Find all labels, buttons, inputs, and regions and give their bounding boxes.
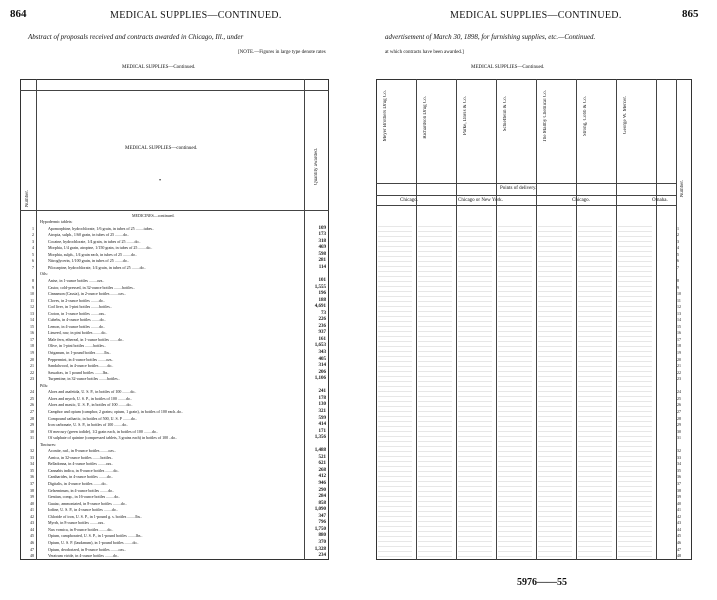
- row-item: Cod liver, in 1-pint bottles ........bottles..: [48, 304, 112, 310]
- row-qty: 347: [318, 513, 326, 519]
- row-number: 30: [30, 428, 34, 434]
- row-number: 36: [30, 474, 34, 480]
- right-row-number: 2: [677, 232, 679, 238]
- column-leaders: [458, 222, 492, 557]
- row-item: Hypodermic tablets:: [40, 219, 73, 224]
- right-table-caption: MEDICAL SUPPLIES—Continued.: [471, 65, 545, 70]
- row-number: 41: [30, 507, 34, 513]
- row-number: 44: [30, 526, 34, 532]
- left-note: [NOTE.—Figures in large type denote rates: [238, 50, 326, 55]
- row-number: 7: [32, 264, 34, 270]
- left-section-head: MEDICINES—continued.: [132, 213, 175, 218]
- right-row-number: 19: [677, 350, 681, 355]
- right-row-number: 25: [677, 395, 681, 401]
- row-number: 21: [30, 363, 34, 369]
- row-item: Anise, in 1-ounce bottles ........ozs..: [48, 277, 105, 283]
- right-col-number: Number.: [680, 180, 685, 198]
- bidder-maltby: The Maltby Chemical Co.: [543, 90, 548, 143]
- row-number: 20: [30, 356, 34, 362]
- row-qty: 412: [318, 474, 326, 480]
- row-item: Peppermint, in 4-ounce bottles ........ozs..: [48, 356, 114, 362]
- row-item: Aloes and mastic, U. S. P., in bottles of 100 ........do..: [48, 402, 133, 408]
- row-qty: 880: [318, 533, 326, 539]
- row-item: Apomorphine, hydrochlorate, 1/6 grain, in tubes of 25 ........tubes..: [48, 225, 155, 231]
- right-row-number: 3: [677, 238, 679, 244]
- row-item: Lemon, in 4-ounce bottles ........do..: [48, 323, 105, 329]
- row-number: 45: [30, 533, 34, 539]
- right-row-number: 35: [677, 467, 681, 473]
- row-item: Iodine, U. S. P., in 4-ounce bottles ........do..: [48, 507, 118, 513]
- row-number: 5: [32, 251, 34, 257]
- bidder-schieffelin: Schieffelin & Co.: [503, 96, 508, 132]
- left-abstract-line: Abstract of proposals received and contracts awarded in Chicago, Ill., under: [28, 33, 244, 41]
- row-qty: 414: [318, 422, 326, 428]
- row-item: Digitalis, in 4-ounce bottles ........do..: [48, 481, 108, 486]
- right-row-number: 15: [677, 323, 681, 329]
- row-number: 9: [32, 284, 34, 290]
- row-qty: 321: [318, 408, 326, 414]
- row-number: 27: [30, 408, 34, 414]
- row-item: Cantharides, in 4-ounce bottles ........do..: [48, 474, 113, 480]
- row-number: 31: [30, 435, 34, 441]
- row-qty: 1,090: [314, 507, 326, 513]
- right-row-number: 41: [677, 507, 681, 513]
- row-qty: 598: [318, 251, 326, 257]
- row-qty: 284: [318, 494, 326, 500]
- column-leaders: [378, 222, 412, 557]
- row-number: 24: [30, 389, 34, 395]
- row-qty: 1,488: [314, 448, 326, 454]
- column-leaders: [618, 222, 652, 557]
- row-qty: 173: [318, 232, 326, 238]
- row-number: 3: [32, 238, 34, 244]
- right-page-number: 865: [682, 8, 699, 20]
- row-qty: 241: [318, 389, 326, 395]
- row-qty: 343: [318, 350, 326, 355]
- points-of-delivery: Points of delivery.: [500, 186, 537, 191]
- right-row-number: 44: [677, 526, 681, 532]
- row-qty: 858: [318, 500, 326, 506]
- row-number: 14: [30, 317, 34, 323]
- row-item: Of mercury (green iodide), 1/2 grain each, in bottles of 100 ........do..: [48, 428, 158, 434]
- right-row-number: 23: [677, 376, 681, 382]
- right-row-number: 1: [677, 225, 679, 231]
- bidder-strong: Strong, Cobb & Co.: [583, 96, 588, 137]
- right-row-number: 29: [677, 422, 681, 428]
- right-row-number: 22: [677, 369, 681, 375]
- right-row-number: 11: [677, 297, 681, 303]
- footer-signature: 5976——55: [517, 577, 567, 588]
- row-item: Opium, deodorized, in 8-ounce bottles ........ozs..: [48, 546, 126, 552]
- row-qty: 109: [318, 225, 326, 231]
- row-item: Atropia, sulph., 1/60 grain, in tubes of 25 ........do..: [48, 232, 130, 238]
- row-qty: 1,750: [314, 526, 326, 532]
- delivery-chicago-2: Chicago.: [572, 198, 590, 203]
- right-row-number: 12: [677, 304, 681, 310]
- row-item: Aloes and asafetida, U. S. P., in bottles of 100 ........do..: [48, 389, 137, 395]
- row-item: Belladonna, in 4-ounce bottles ........ozs..: [48, 461, 114, 467]
- right-row-number: 16: [677, 330, 681, 336]
- row-qty: 4,691: [314, 304, 326, 310]
- row-item: Opium, camphorated, U. S. P., in 1-pound bottles ........lbs..: [48, 533, 143, 539]
- row-number: 16: [30, 330, 34, 336]
- row-item: Male fern, ethereal, in 1-ounce bottles ........do..: [48, 336, 124, 342]
- row-qty: 937: [318, 330, 326, 336]
- right-row-number: 45: [677, 533, 681, 539]
- row-item: Sandalwood, in 4-ounce bottles ........do..: [48, 363, 114, 369]
- row-item: Cinnamon (Cassia), in 2-ounce bottles ........ozs..: [48, 291, 126, 297]
- row-qty: 101: [318, 277, 326, 283]
- row-number: 42: [30, 513, 34, 519]
- right-row-number: 10: [677, 291, 681, 297]
- right-row-number: 21: [677, 363, 681, 369]
- right-row-number: 33: [677, 454, 681, 460]
- row-qty: 171: [318, 428, 326, 434]
- row-item: Of sulphate of quinine (compressed tablets, 3 grains each) in bottles of 100 ..do..: [48, 435, 178, 441]
- column-leaders: [418, 222, 452, 557]
- column-leaders: [578, 222, 612, 557]
- row-number: 29: [30, 422, 34, 428]
- row-item: Aloes and myrrh, U. S. P., in bottles of 100 ........do..: [48, 395, 132, 401]
- row-item: Aconite, rad., in 8-ounce bottles ........ozs..: [48, 448, 116, 454]
- delivery-chicago-1: Chicago.: [400, 198, 418, 203]
- row-qty: 1,555: [314, 284, 326, 290]
- right-row-number: 47: [677, 546, 681, 552]
- row-number: 18: [30, 343, 34, 349]
- row-number: 40: [30, 500, 34, 506]
- row-item: Castor, cold-pressed, in 32-ounce bottles ........bottles..: [48, 284, 135, 290]
- right-row-number: 9: [677, 284, 679, 290]
- row-number: 37: [30, 481, 34, 486]
- row-number: 28: [30, 415, 34, 421]
- right-row-number: 26: [677, 402, 681, 408]
- row-item: Myrrh, in 8-ounce bottles ........ozs..: [48, 520, 106, 526]
- column-leaders: [498, 222, 532, 557]
- row-qty: 1,106: [314, 376, 326, 382]
- column-leaders: [538, 222, 572, 557]
- row-qty: 318: [318, 238, 326, 244]
- left-page-number: 864: [10, 8, 27, 20]
- row-number: 32: [30, 448, 34, 454]
- row-qty: 521: [318, 454, 326, 460]
- row-item: Gentian, comp., in 16-ounce bottles ........do..: [48, 494, 121, 500]
- row-number: 11: [30, 297, 34, 303]
- row-qty: 196: [318, 291, 326, 297]
- left-running-head: MEDICAL SUPPLIES—CONTINUED.: [110, 10, 282, 21]
- row-number: 34: [30, 461, 34, 467]
- row-number: 33: [30, 454, 34, 460]
- row-number: 25: [30, 395, 34, 401]
- dot-mark: •: [159, 178, 162, 184]
- row-qty: 206: [318, 369, 326, 375]
- row-item: Cannabis indica, in 8-ounce bottles ........do..: [48, 467, 120, 473]
- right-row-number: 13: [677, 310, 681, 316]
- row-item: Nitroglycerin, 1/100 grain, in tubes of 25 ........do..: [48, 258, 129, 264]
- row-qty: 188: [318, 297, 326, 303]
- row-item: Gelseminum, in 4-ounce bottles ........do..: [48, 487, 115, 493]
- row-qty: 234: [318, 553, 326, 559]
- right-row-number: 8: [677, 277, 679, 283]
- row-item: Arnica, in 32-ounce bottles ........bottles..: [48, 454, 114, 460]
- right-row-number: 40: [677, 500, 681, 506]
- row-qty: 281: [318, 258, 326, 264]
- row-number: 15: [30, 323, 34, 329]
- row-qty: 796: [318, 520, 326, 526]
- right-row-number: 37: [677, 481, 681, 486]
- left-col-number: Number.: [25, 190, 30, 208]
- right-row-number: 5: [677, 251, 679, 257]
- bidder-richardson: Richardson Drug Co.: [423, 96, 428, 139]
- row-item: Turpentine, in 32-ounce bottles ........bottles..: [48, 376, 120, 382]
- row-number: 2: [32, 232, 34, 238]
- right-row-number: 48: [677, 553, 681, 559]
- bidder-parke: Parke, Davis & Co.: [463, 96, 468, 136]
- row-item: Compound cathartic, in bottles of 500, U. S. P ........do..: [48, 415, 137, 421]
- row-item: Origanum, in 1-pound bottles ........lbs..: [48, 350, 111, 355]
- row-qty: 226: [318, 317, 326, 323]
- row-qty: 1,356: [314, 435, 326, 441]
- row-number: 22: [30, 369, 34, 375]
- row-item: Cloves, in 2-ounce bottles ........do..: [48, 297, 105, 303]
- row-item: Olive, in 1-pint bottles ........bottles..: [48, 343, 106, 349]
- row-qty: 469: [318, 245, 326, 251]
- row-item: Croton, in 1-ounce bottles ........ozs..: [48, 310, 107, 316]
- right-row-number: 31: [677, 435, 681, 441]
- row-item: Nux vomica, in 8-ounce bottles ........do..: [48, 526, 114, 532]
- row-qty: 621: [318, 461, 326, 467]
- row-item: Cubebs, in 4-ounce bottles ........do..: [48, 317, 106, 323]
- row-item: Camphor and opium (camphor, 2 grains; opium, 1 grain), in bottles of 100 each..do..: [48, 408, 184, 414]
- left-col-item: MEDICAL SUPPLIES—continued.: [125, 146, 198, 151]
- right-row-number: 4: [677, 245, 679, 251]
- row-qty: 178: [318, 395, 326, 401]
- right-row-number: 36: [677, 474, 681, 480]
- row-number: 43: [30, 520, 34, 526]
- left-col-qty: Quantity awarded.: [314, 148, 319, 185]
- row-number: 12: [30, 304, 34, 310]
- row-number: 35: [30, 467, 34, 473]
- row-number: 46: [30, 539, 34, 545]
- row-qty: 314: [318, 363, 326, 369]
- row-item: Oils:: [40, 271, 48, 277]
- row-item: Cocaine, hydrochlorate, 1/4 grain, in tubes of 25 ........do..: [48, 238, 141, 244]
- bidder-meyer: Meyer Brothers Drug Co.: [383, 90, 388, 142]
- row-number: 10: [30, 291, 34, 297]
- row-number: 47: [30, 546, 34, 552]
- right-note: at which contracts have been awarded.]: [385, 50, 464, 55]
- row-qty: 1,653: [314, 343, 326, 349]
- right-row-number: 46: [677, 539, 681, 545]
- row-qty: 73: [321, 310, 326, 316]
- row-number: 8: [32, 277, 34, 283]
- row-qty: 130: [318, 402, 326, 408]
- right-row-number: 32: [677, 448, 681, 454]
- row-qty: 236: [318, 323, 326, 329]
- row-qty: 405: [318, 356, 326, 362]
- right-row-number: 17: [677, 336, 681, 342]
- row-number: 17: [30, 336, 34, 342]
- row-number: 6: [32, 258, 34, 264]
- row-qty: 1,328: [314, 546, 326, 552]
- row-qty: 946: [318, 481, 326, 486]
- right-row-number: 14: [677, 317, 681, 323]
- right-advert-line: advertisement of March 30, 1898, for furnishing supplies, etc.—Continued.: [385, 33, 596, 41]
- right-row-number: 20: [677, 356, 681, 362]
- row-item: Chloride of iron, U. S. P., in 1-pound g. s. bottles ........lbs..: [48, 513, 143, 519]
- row-item: Linseed, raw, in pint bottles ........do..: [48, 330, 108, 336]
- row-qty: 268: [318, 467, 326, 473]
- row-number: 23: [30, 376, 34, 382]
- row-number: 48: [30, 553, 34, 559]
- right-row-number: 18: [677, 343, 681, 349]
- right-row-number: 38: [677, 487, 681, 493]
- row-qty: 599: [318, 415, 326, 421]
- right-row-number: 27: [677, 408, 681, 414]
- delivery-chicago-ny: Chicago or New York.: [458, 198, 503, 203]
- row-number: 38: [30, 487, 34, 493]
- bidder-mercer: George W. Mercer.: [623, 96, 628, 134]
- right-row-number: 39: [677, 494, 681, 500]
- row-number: 1: [32, 225, 34, 231]
- row-item: Guaiac, ammoniated, in 8-ounce bottles ........do..: [48, 500, 127, 506]
- row-item: Morphia, sulph., 1/4 grain each, in tubes of 25 ........do..: [48, 251, 137, 257]
- row-qty: 114: [318, 264, 326, 270]
- left-table-caption: MEDICAL SUPPLIES—Continued.: [122, 65, 196, 70]
- row-item: Veratrum viride, in 4-ounce bottles ........do..: [48, 553, 119, 559]
- row-qty: 290: [318, 487, 326, 493]
- right-row-number: 24: [677, 389, 681, 395]
- row-item: Sassafras, in 1 pound bottles ........lbs..: [48, 369, 110, 375]
- row-item: Tinctures:: [40, 441, 57, 447]
- row-number: 39: [30, 494, 34, 500]
- right-row-number: 6: [677, 258, 679, 264]
- row-item: Pilocarpine, hydrochlorate, 1/4 grain, in tubes of 25 ........do..: [48, 264, 146, 270]
- row-item: Iron carbonate, U. S. P., in bottles of 100 ........do..: [48, 422, 129, 428]
- delivery-omaha: Omaha.: [652, 198, 668, 203]
- row-qty: 370: [318, 539, 326, 545]
- row-item: Opium, U. S. P. (laudanum), in 1-pound bottles ........do..: [48, 539, 139, 545]
- row-number: 19: [30, 350, 34, 355]
- row-number: 26: [30, 402, 34, 408]
- row-item: Morphia, 1/4 grain, atropine, 1/150 grain, in tubes of 25 ........do..: [48, 245, 153, 251]
- right-row-number: 30: [677, 428, 681, 434]
- row-qty: 161: [318, 336, 326, 342]
- right-row-number: 7: [677, 264, 679, 270]
- right-running-head: MEDICAL SUPPLIES—CONTINUED.: [450, 10, 622, 21]
- row-item: Pills:: [40, 382, 49, 388]
- right-row-number: 43: [677, 520, 681, 526]
- right-row-number: 42: [677, 513, 681, 519]
- row-number: 4: [32, 245, 34, 251]
- right-row-number: 28: [677, 415, 681, 421]
- row-number: 13: [30, 310, 34, 316]
- right-row-number: 34: [677, 461, 681, 467]
